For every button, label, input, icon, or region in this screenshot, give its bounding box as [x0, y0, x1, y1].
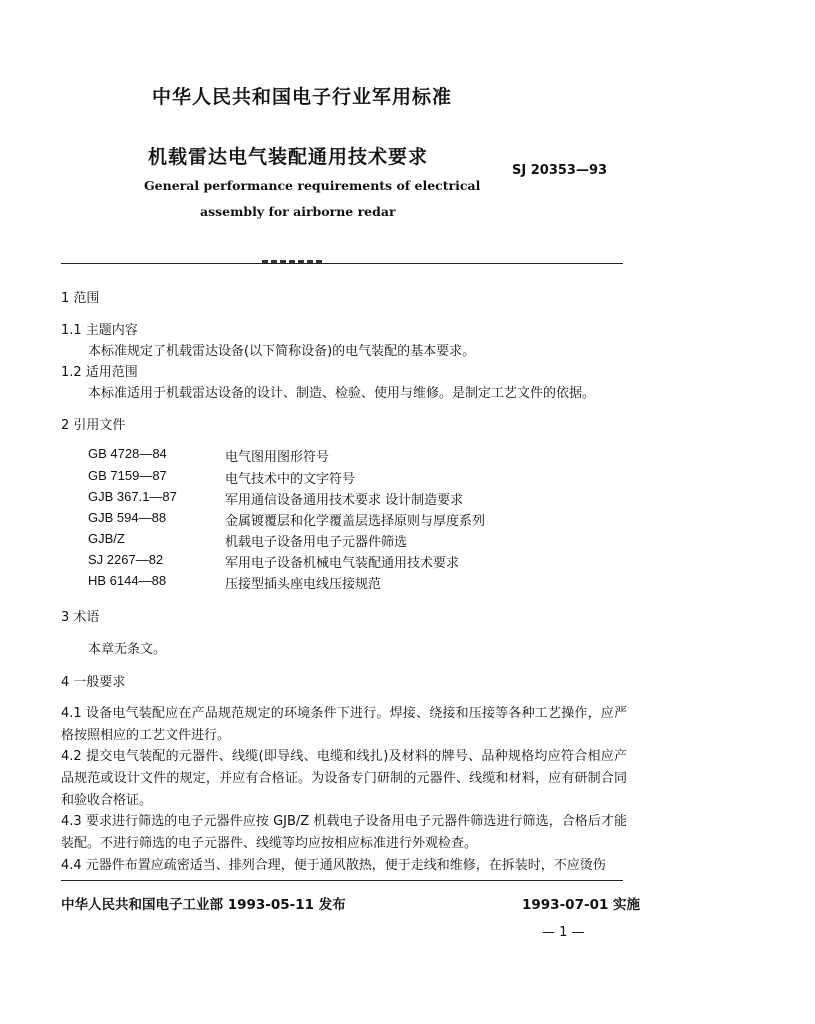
reference-code: GJB 367.1—87 [88, 489, 177, 504]
section-1-1-text: 本标准规定了机载雷达设备(以下简称设备)的电气装配的基本要求。 [88, 344, 476, 359]
reference-code: GB 4728—84 [88, 446, 167, 461]
reference-code: GJB 594—88 [88, 510, 167, 525]
section-3-text: 本章无条文。 [88, 642, 167, 657]
reference-code: GB 7159—87 [88, 468, 167, 483]
page-number: — 1 — [542, 925, 585, 940]
section-1-1-heading: 1.1 主题内容 [61, 323, 138, 338]
clause-4-4: 4.4 元器件布置应疏密适当、排列合理，便于通风散热，便于走线和维修，在拆装时，不应烫伤 [61, 858, 606, 873]
section-3-heading: 3 术语 [61, 610, 100, 625]
section-1-heading: 1 范围 [61, 291, 100, 306]
section-4-heading: 4 一般要求 [61, 675, 126, 690]
reference-code: SJ 2267—82 [88, 552, 164, 567]
standard-number: SJ 20353—93 [512, 163, 608, 178]
section-1-2-text: 本标准适用于机载雷达设备的设计、制造、检验、使用与维修。是制定工艺文件的依据。 [88, 386, 596, 401]
reference-code: HB 6144—88 [88, 573, 167, 588]
document-title-en-line1: General performance requirements of electrical [144, 178, 481, 193]
clause-4-3: 4.3 要求进行筛选的电子元器件应按 GJB/Z 机载电子设备用电子元器件筛选进行筛选，合格后才能装配。不进行筛选的电子元器件、线缆等均应按相应标准进行外观检查。 [61, 814, 627, 851]
reference-code: GJB/Z [88, 531, 125, 546]
section-1-2-heading: 1.2 适用范围 [61, 365, 138, 380]
clause-4-2: 4.2 提交电气装配的元器件、线缆(即导线、电缆和线扎)及材料的牌号、品种规格均应符合相应产品规范或设计文件的规定，并应有合格证。为设备专门研制的元器件、线缆和材料，应有研制合同和验收合格证。 [61, 749, 627, 808]
header-divider [61, 263, 623, 264]
document-title-zh: 机载雷达电气装配通用技术要求 [148, 146, 429, 168]
reference-title: 军用电子设备机械电气装配通用技术要求 [225, 556, 460, 571]
reference-title: 电气技术中的文字符号 [225, 472, 356, 487]
document-title-en-line2: assembly for airborne redar [200, 204, 396, 219]
effective-date: 1993-07-01 实施 [522, 897, 641, 913]
org-line: 中华人民共和国电子行业军用标准 [152, 86, 453, 108]
reference-title: 压接型插头座电线压接规范 [225, 577, 382, 592]
section-2-heading: 2 引用文件 [61, 418, 126, 433]
reference-title: 机载电子设备用电子元器件筛选 [225, 535, 408, 550]
footer-divider [61, 880, 623, 881]
issue-info: 中华人民共和国电子工业部 1993-05-11 发布 [61, 897, 346, 913]
reference-title: 电气图用图形符号 [225, 450, 330, 465]
reference-title: 军用通信设备通用技术要求 设计制造要求 [225, 493, 464, 508]
header-divider-mark [262, 260, 322, 263]
clause-4-1: 4.1 设备电气装配应在产品规范规定的环境条件下进行。焊接、绕接和压接等各种工艺操作，应严格按照相应的工艺文件进行。 [61, 706, 627, 743]
reference-title: 金属镀覆层和化学覆盖层选择原则与厚度系列 [225, 514, 486, 529]
